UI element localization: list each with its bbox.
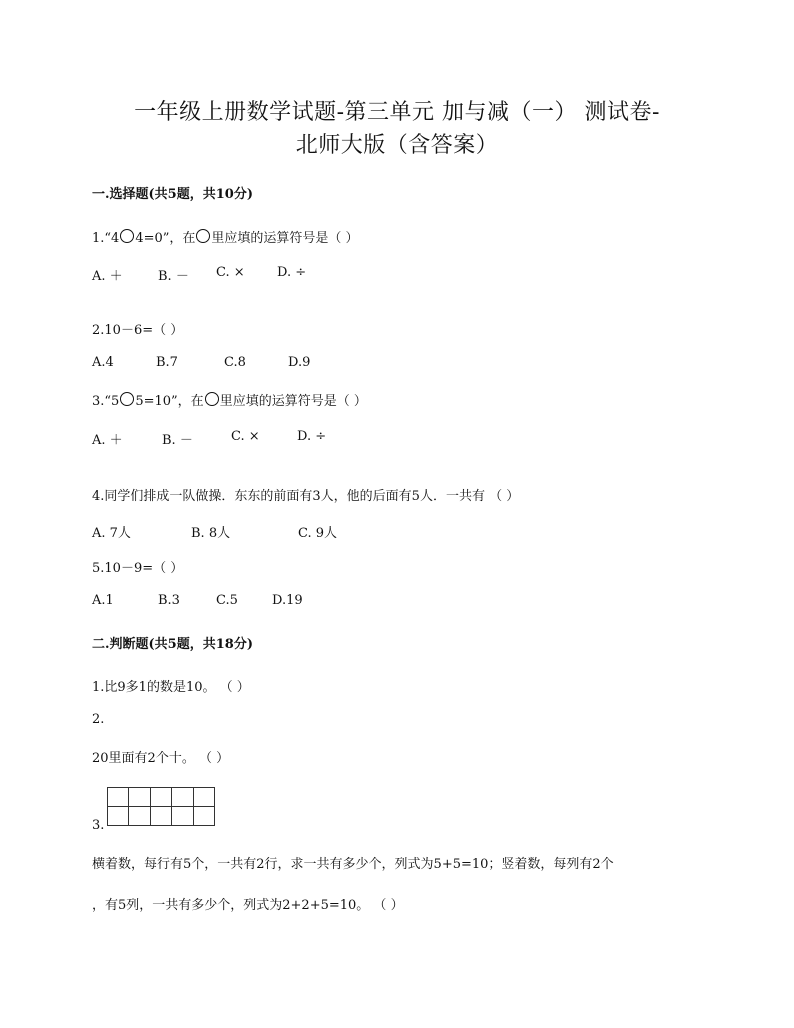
option-a[interactable]: A.1 [92, 593, 114, 608]
option-b[interactable]: B. － [158, 269, 189, 284]
circle-icon [120, 229, 134, 243]
option-b[interactable]: B. － [162, 433, 193, 448]
option-d[interactable]: D. ÷ [277, 265, 307, 280]
circle-icon [120, 392, 134, 406]
page-title-line-2: 北师大版（含答案） [295, 133, 499, 158]
option-c[interactable]: C. 9人 [298, 526, 338, 541]
page-title-line-1: 一年级上册数学试题-第三单元 加与减（一） 测试卷- [134, 100, 660, 125]
option-b[interactable]: B.7 [156, 355, 178, 370]
grid-cell [193, 788, 214, 807]
grid-cell [150, 807, 171, 826]
option-c[interactable]: C. × [216, 265, 245, 280]
judge-question-3-number: 3. [92, 818, 105, 833]
question-1 [92, 227, 359, 246]
option-a[interactable]: A.4 [92, 355, 114, 370]
grid-row [108, 807, 215, 826]
judge-question-2: 20里面有2个十。 （ ） [92, 751, 230, 766]
grid-cell [172, 788, 193, 807]
grid-cell [172, 807, 193, 826]
question-3-after-2: 里应填的运算符号是（ ） [219, 394, 367, 409]
option-c[interactable]: C.8 [224, 355, 246, 370]
option-c[interactable]: C.5 [216, 593, 238, 608]
judge-question-1: 1.比9多1的数是10。 （ ） [92, 680, 250, 695]
option-a[interactable]: A. ＋ [92, 433, 123, 448]
grid-cell [129, 788, 150, 807]
option-a[interactable]: A. ＋ [92, 269, 123, 284]
question-1-after-2: 里应填的运算符号是（ ） [211, 231, 359, 246]
section-2-header: 二.判断题(共5题，共18分) [92, 637, 253, 652]
option-b[interactable]: B. 8人 [191, 526, 231, 541]
grid-cell [150, 788, 171, 807]
option-a[interactable]: A. 7人 [92, 526, 131, 541]
judge-question-3-line-2: ，有5列，一共有多少个，列式为2+2+5=10。 （ ） [92, 898, 404, 913]
judge-question-2-number: 2. [92, 712, 105, 727]
circle-icon [205, 392, 219, 406]
grid-cell [108, 807, 129, 826]
option-d[interactable]: D. ÷ [297, 429, 327, 444]
question-1-after: 4=0”，在 [135, 231, 196, 246]
option-d[interactable]: D.9 [288, 355, 311, 370]
judge-question-3-line-1: 横着数，每行有5个，一共有2行，求一共有多少个，列式为5+5=10；竖着数，每列有2个 [92, 857, 614, 872]
grid-cell [193, 807, 214, 826]
option-c[interactable]: C. × [231, 429, 260, 444]
option-b[interactable]: B.3 [158, 593, 180, 608]
grid-row [108, 788, 215, 807]
section-1-header: 一.选择题(共5题，共10分) [92, 187, 253, 202]
question-3-before: 3.“5 [92, 394, 120, 409]
question-2: 2.10－6=（ ） [92, 323, 184, 338]
question-5: 5.10－9=（ ） [92, 561, 184, 576]
grid-cell [129, 807, 150, 826]
question-4: 4.同学们排成一队做操．东东的前面有3人，他的后面有5人．一共有 （ ） [92, 489, 520, 504]
question-1-before: 1.“4 [92, 231, 120, 246]
question-3-after: 5=10”，在 [135, 394, 204, 409]
grid-cell [108, 788, 129, 807]
question-3 [92, 390, 367, 409]
dot-grid-figure [107, 787, 215, 826]
circle-icon [196, 229, 210, 243]
option-d[interactable]: D.19 [272, 593, 303, 608]
